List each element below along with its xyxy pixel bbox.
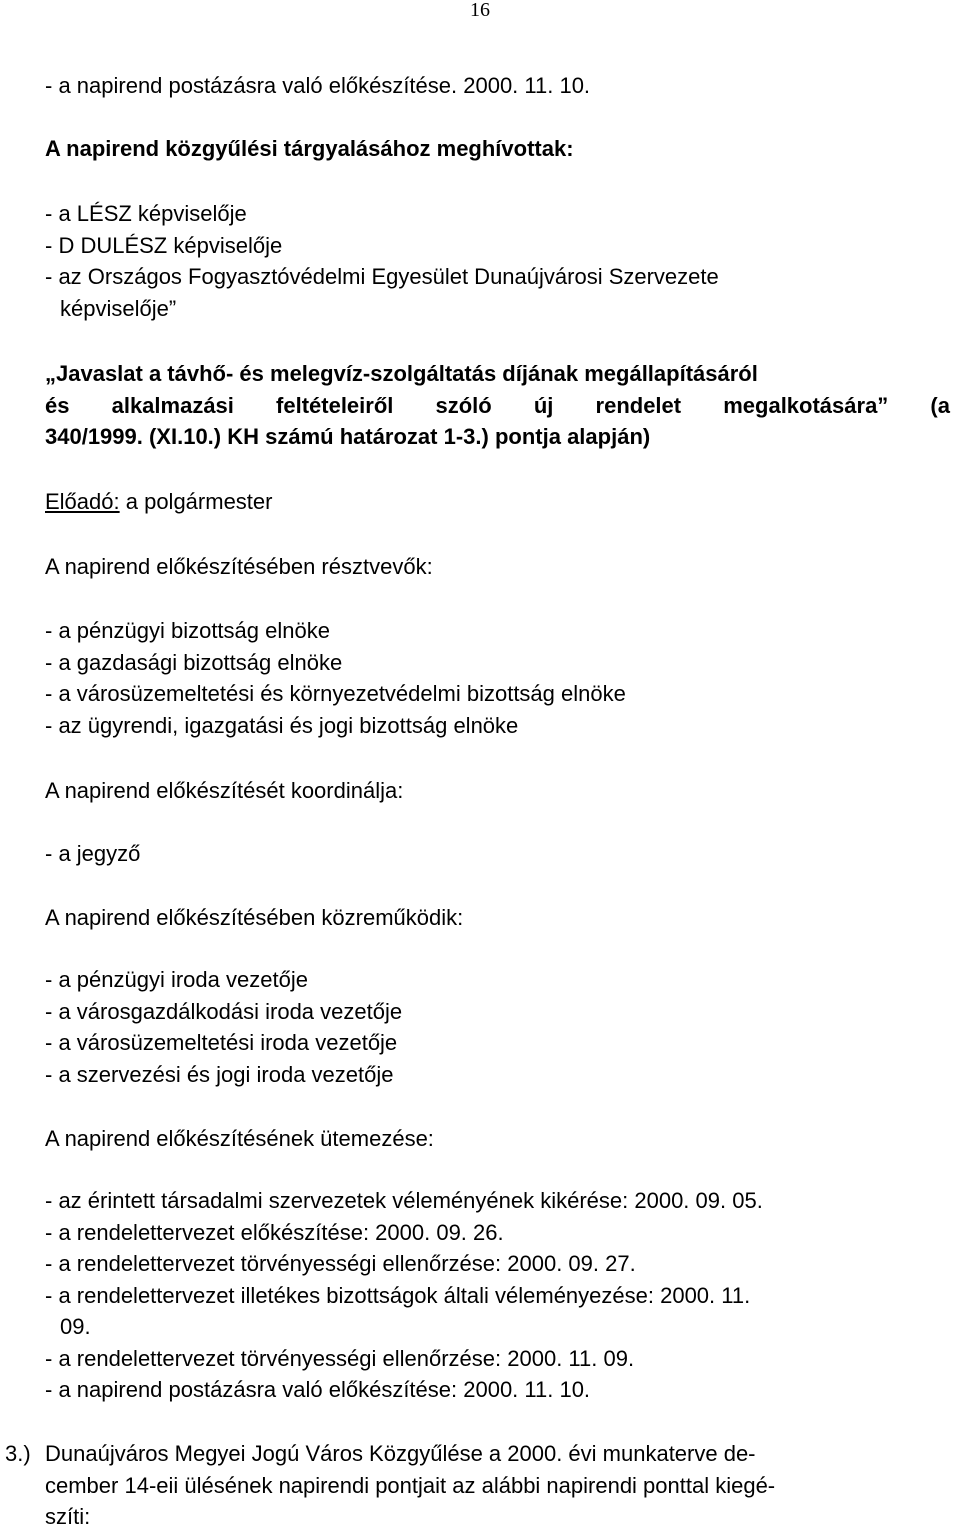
item-body xyxy=(45,1438,960,1533)
list-item: - az érintett társadalmi szervezetek véleményének kikérése: 2000. 09. 05. xyxy=(45,1188,763,1213)
list-item: - a rendelettervezet törvényességi ellenőrzése: 2000. 09. 27. xyxy=(45,1251,636,1276)
list-item: - az Országos Fogyasztóvédelmi Egyesület Dunaújvárosi Szervezete xyxy=(45,264,719,289)
list-item: - a városgazdálkodási iroda vezetője xyxy=(45,998,403,1024)
coordinator-list xyxy=(45,838,960,870)
invitees-section xyxy=(45,133,960,165)
list-item: - a rendelettervezet törvényességi ellenőrzése: 2000. 11. 09. xyxy=(45,1345,635,1371)
list-item: - a szervezési és jogi iroda vezetője xyxy=(45,1061,394,1087)
list-item: - D DULÉSZ képviselője xyxy=(45,232,283,258)
item-number: 3.) xyxy=(5,1441,31,1466)
participants-section xyxy=(45,551,960,583)
text-line: cember 14-eii ülésének napirendi pontjait az alábbi napirendi ponttal kiegé- xyxy=(45,1472,776,1498)
word: feltételeiről xyxy=(276,392,394,418)
section-heading: A napirend előkészítését koordinálja: xyxy=(45,778,404,803)
list-item: - a LÉSZ képviselője xyxy=(45,201,247,226)
word: rendelet xyxy=(595,392,682,418)
word: (a xyxy=(930,392,950,418)
text-line: Dunaújváros Megyei Jogú Város Közgyűlése a 2000. évi munkaterve de- xyxy=(45,1441,756,1466)
contributors-section xyxy=(45,902,960,934)
list-item-continuation: képviselője” xyxy=(60,295,177,321)
proposal-line: „Javaslat a távhő- és melegvíz-szolgáltatás díjának megállapításáról xyxy=(45,361,758,386)
schedule-previous-item xyxy=(45,70,960,102)
word: és xyxy=(45,392,70,418)
text-line: szíti: xyxy=(45,1504,91,1529)
proposal-line xyxy=(45,421,950,453)
proposal-line xyxy=(45,390,950,422)
list-item: - a pénzügyi iroda vezetője xyxy=(45,967,308,992)
list-item: - a városüzemeltetési és környezetvédelmi bizottság elnöke xyxy=(45,681,626,706)
section-heading: A napirend közgyűlési tárgyalásához meghívottak: xyxy=(45,136,574,161)
section-heading: A napirend előkészítésében résztvevők: xyxy=(45,554,433,579)
coordinator-section xyxy=(45,775,960,807)
resolution-reference: 340/1999. (XI.10.) KH számú határozat 1-3. xyxy=(45,424,482,449)
participants-list xyxy=(45,615,960,741)
schedule-section xyxy=(45,1123,960,1155)
text-line: - a napirend postázásra való előkészítése. 2000. 11. 10. xyxy=(45,73,591,98)
word: új xyxy=(533,392,554,418)
list-item: - a városüzemeltetési iroda vezetője xyxy=(45,1030,398,1055)
list-item: - a napirend postázásra való előkészítése: 2000. 11. 10. xyxy=(45,1377,591,1402)
presenter-value: a polgármester xyxy=(119,489,273,514)
presenter-label: Előadó: xyxy=(45,489,120,514)
presenter xyxy=(45,486,960,518)
word: alkalmazási xyxy=(111,392,234,418)
list-item: - a rendelettervezet előkészítése: 2000. 09. 26. xyxy=(45,1219,504,1245)
resolution-reference-tail: ) pontja alapján) xyxy=(481,424,651,449)
word: szóló xyxy=(435,392,492,418)
list-item-continuation: 09. xyxy=(60,1314,91,1339)
list-item: - a rendelettervezet illetékes bizottságok általi véleményezése: 2000. 11. xyxy=(45,1282,751,1308)
schedule-list xyxy=(45,1185,960,1406)
word: megalkotására” xyxy=(723,392,889,418)
contributors-list xyxy=(45,964,960,1090)
list-item: - az ügyrendi, igazgatási és jogi bizottság elnöke xyxy=(45,712,519,738)
proposal-title xyxy=(45,358,950,453)
section-heading: A napirend előkészítésében közreműködik: xyxy=(45,905,464,930)
section-heading: A napirend előkészítésének ütemezése: xyxy=(45,1126,434,1151)
list-item: - a jegyző xyxy=(45,841,141,866)
list-item: - a gazdasági bizottság elnöke xyxy=(45,649,343,675)
list-item: - a pénzügyi bizottság elnöke xyxy=(45,618,330,643)
invitees-list xyxy=(45,198,960,324)
page-number: 16 xyxy=(470,0,490,21)
